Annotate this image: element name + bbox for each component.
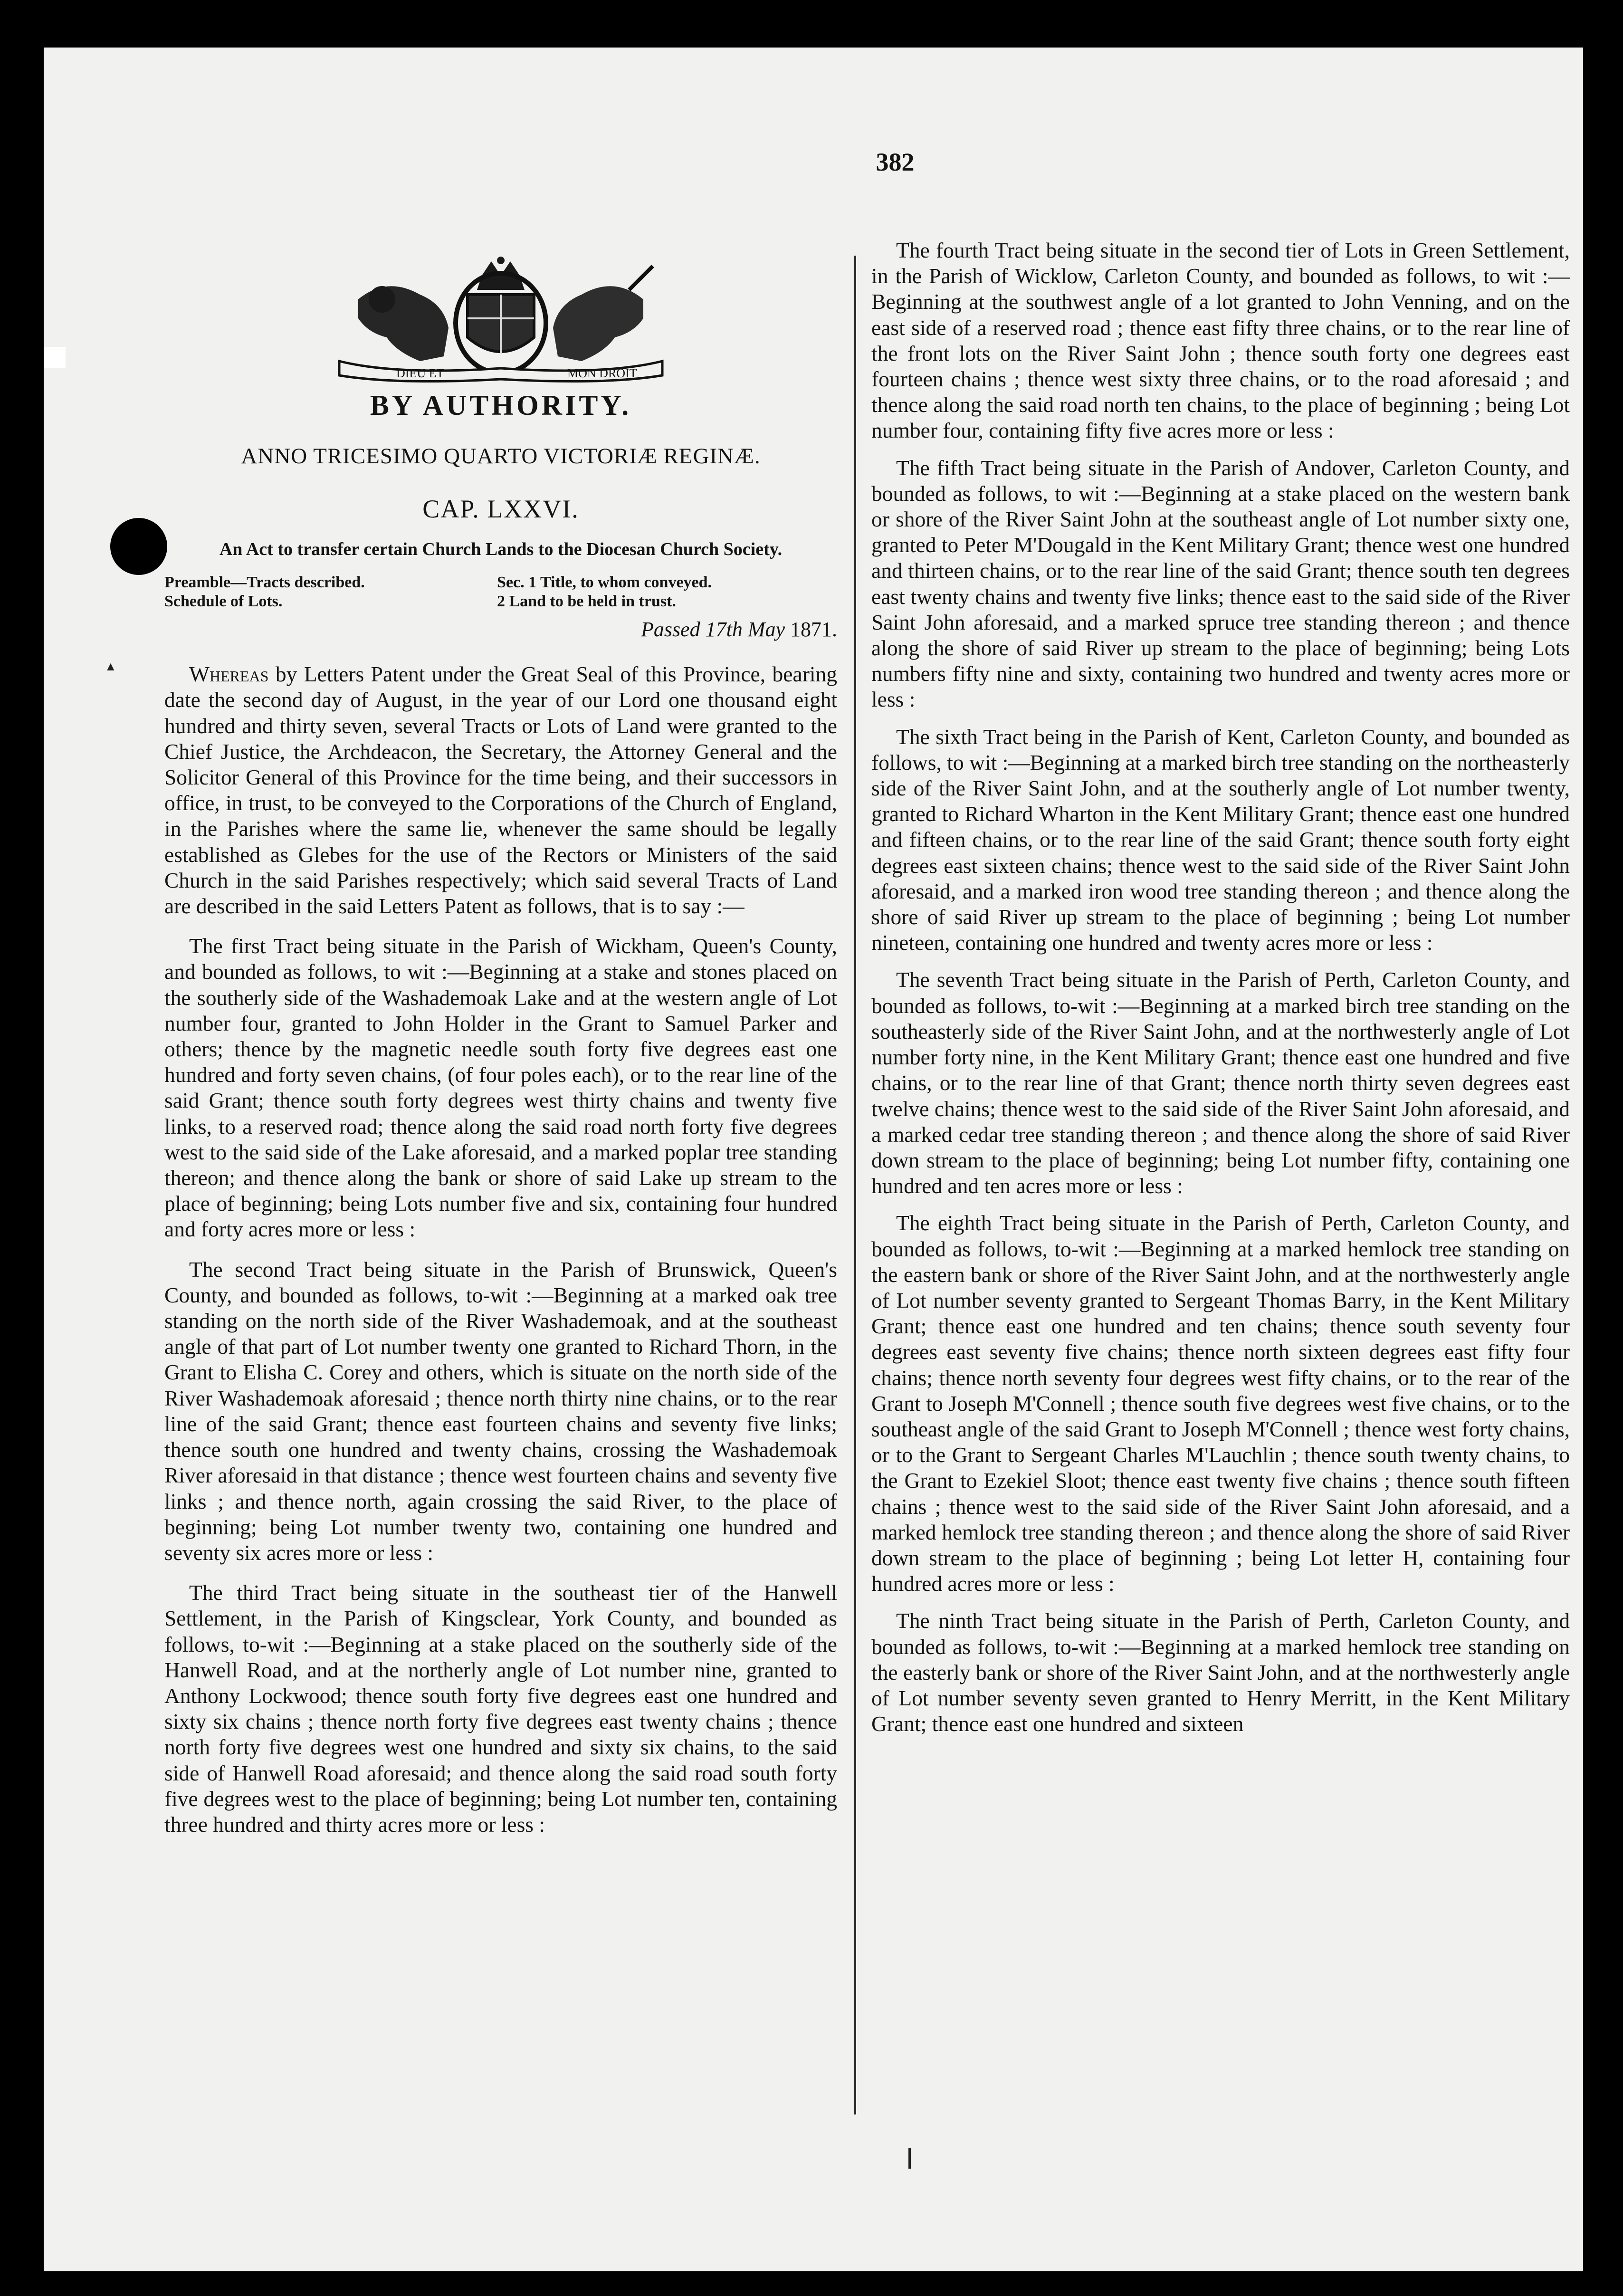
left-column <box>164 257 837 1852</box>
document-page <box>44 48 1583 2271</box>
passed-date-year: 1871. <box>790 618 837 641</box>
passed-date <box>164 617 837 642</box>
tract-1-paragraph: The first Tract being situate in the Parish of Wickham, Queen's County, and bounded as follows, to wit :—Beginning at a stake and stones placed on the southerly side of the Washademoak Lake and at the western angle of Lot number four, granted to John Holder in the Grant to Samuel Parker and others; thence by the magnetic needle south forty five degrees east one hundred and forty seven chains, (of four poles each), or to the rear line of the said Grant; thence south forty degrees west thirty chains and twenty five links, to a reserved road; thence along the said road north forty five degrees west to the said side of the Lake aforesaid, and a marked poplar tree standing thereon; and thence along the bank or shore of said Lake up stream to the place of beginning; being Lots number five and six, containing four hundred and forty acres more or less : <box>164 934 837 1242</box>
tract-3-paragraph: The third Tract being situate in the southeast tier of the Hanwell Settlement, in the Parish of Kingsclear, York County, and bounded as follows, to-wit :—Beginning at a stake placed on the southerly side of the Hanwell Road, and at the northerly angle of Lot number nine, granted to Anthony Lockwood; thence south forty five degrees east one hundred and sixty six chains ; thence north forty five degrees east twenty chains ; thence north forty five degrees west one hundred and sixty six chains, to the said side of Hanwell Road aforesaid; and thence along the said road south forty five degrees west to the place of beginning; being Lot number ten, containing three hundred and thirty acres more or less : <box>164 1580 837 1837</box>
by-authority-heading: BY AUTHORITY. <box>370 390 632 421</box>
act-title: An Act to transfer certain Church Lands to the Diocesan Church Society. <box>219 539 783 559</box>
marginal-note-sec-2: 2 Land to be held in trust. <box>497 593 676 610</box>
marginal-note-schedule: Schedule of Lots. <box>164 593 283 610</box>
preamble-text: by Letters Patent under the Great Seal of this Province, bearing date the second day of August, in the year of our Lord one thousand eight hundred and thirty seven, several Tracts or Lots of Land were granted to the Chief Justice, the Archdeacon, the Secretary, the Attorney General and the Solicitor General of this Province for the time being, and their successors in office, in trust, to be conveyed to the Corporations of the Church of England, in the Parishes where the same lie, whenever the same should be legally established as Glebes for the use of the Rectors or Ministers of the said Church in the said Parishes respectively; which said several Tracts of Land are described in the said Letters Patent as follows, that is to say :— <box>164 662 837 918</box>
margin-mark: ▲ <box>105 660 117 673</box>
preamble-paragraph <box>164 661 837 919</box>
marginal-notes <box>164 573 837 611</box>
column-rule <box>854 256 856 2114</box>
footer-tick-mark <box>908 2148 911 2169</box>
tract-8-paragraph: The eighth Tract being situate in the Parish of Perth, Carleton County, and bounded as follows, to-wit :—Beginning at a marked hemlock tree standing on the eastern bank or shore of the River Saint John, and at the northwesterly angle of Lot number seventy granted to Sergeant Thomas Barry, in the Kent Military Grant; thence east one hundred and ten chains; thence south seventy four degrees east seventy five chains; thence north sixteen degrees east fifty four chains; thence north seventy four degrees west fifty chains, or to the rear of the Grant to Joseph M'Connell ; thence south five degrees west five chains, or to the southeast angle of the said Grant to Joseph M'Connell ; thence west forty chains, or to the Grant to Sergeant Charles M'Lauchlin ; thence south twenty chains, to the Grant to Ezekiel Sloot; thence east twenty five chains ; thence south fifteen chains ; thence west to the said side of the River Saint John aforesaid, and a marked hemlock tree standing thereon ; and thence along the shore of said River down stream to the place of beginning ; being Lot letter H, containing four hundred acres more or less : <box>871 1211 1570 1596</box>
page-number: 382 <box>876 148 915 176</box>
binder-hole <box>110 518 167 575</box>
svg-text:MON DROIT: MON DROIT <box>567 366 637 380</box>
tract-9-paragraph: The ninth Tract being situate in the Parish of Perth, Carleton County, and bounded as follows, to-wit :—Beginning at a marked hemlock tree standing on the easterly bank or shore of the River Saint John, and at the northwesterly angle of Lot number seventy seven granted to Henry Merritt, in the Kent Military Grant; thence east one hundred and sixteen <box>871 1608 1570 1736</box>
svg-text:DIEU ET: DIEU ET <box>396 366 444 380</box>
tract-6-paragraph: The sixth Tract being in the Parish of Kent, Carleton County, and bounded as follows, to wit :—Beginning at a marked birch tree standing on the northeasterly side of the River Saint John, and at the southerly angle of Lot number twenty, granted to Richard Wharton in the Kent Military Grant; thence east one hundred and fifteen chains, or to the rear line of the said Grant; thence south forty eight degrees east sixteen chains; thence west to the said side of the River Saint John aforesaid, and a marked iron wood tree standing thereon ; and thence along the shore of said River up stream to the place of beginning ; being Lot number nineteen, containing one hundred and twenty acres more or less : <box>871 724 1570 955</box>
royal-coat-of-arms-icon <box>301 257 700 385</box>
tract-5-paragraph: The fifth Tract being situate in the Parish of Andover, Carleton County, and bounded as follows, to wit :—Beginning at a stake placed on the western bank or shore of the River Saint John at the southeast angle of Lot number sixty one, granted to Peter M'Dougald in the Kent Military Grant; thence west one hundred and thirteen chains, or to the rear line of the said Grant; thence south ten degrees east twenty chains and twenty five links; thence east to the said side of the River Saint John aforesaid, and a marked spruce tree standing thereon ; and thence along the shore of said River up stream to the place of beginning; being Lots numbers fifty nine and sixty, containing two hundred and twenty acres more or less : <box>871 455 1570 712</box>
tract-4-paragraph: The fourth Tract being situate in the second tier of Lots in Green Settlement, in the Parish of Wicklow, Carleton County, and bounded as follows, to wit :—Beginning at the southwest angle of a lot granted to John Venning, and on the east side of a reserved road ; thence east fifty three chains, or to the rear line of the front lots on the River Saint John ; thence south forty one degrees east fourteen chains ; thence west sixty three chains, or to the road aforesaid ; and thence along the said road north ten chains, to the place of beginning ; being Lot number four, containing fifty five acres more or less : <box>871 238 1570 443</box>
tract-2-paragraph: The second Tract being situate in the Parish of Brunswick, Queen's County, and bounded as follows, to-wit :—Beginning at a marked oak tree standing on the north side of the River Washademoak, and at the southeast angle of that part of Lot number twenty one granted to Richard Thorn, in the Grant to Elisha C. Corey and others, which is situate on the north side of the River Washademoak aforesaid ; thence north thirty nine chains, or to the rear line of the said Grant; thence east fourteen chains and seventy five links; thence south one hundred and twenty chains, crossing the Washademoak River aforesaid in that distance ; thence west fourteen chains and seventy five links ; and thence north, again crossing the said River, to the place of beginning; being Lot number twenty two, containing one hundred and seventy six acres more or less : <box>164 1257 837 1565</box>
scan-edge-mark <box>44 347 66 368</box>
whereas-word: Whereas <box>189 662 269 687</box>
regnal-year-heading: ANNO TRICESIMO QUARTO VICTORIÆ REGINÆ. <box>241 444 761 469</box>
right-column <box>871 238 1570 1748</box>
passed-date-label: Passed 17th May <box>640 618 785 641</box>
marginal-note-preamble: Preamble—Tracts described. <box>164 574 365 591</box>
chapter-heading: CAP. LXXVI. <box>422 495 579 523</box>
tract-7-paragraph: The seventh Tract being situate in the Parish of Perth, Carleton County, and bounded as follows, to-wit :—Beginning at a marked birch tree standing on the southeasterly side of the River Saint John, and at the northwesterly angle of Lot number forty nine, in the Kent Military Grant; thence east one hundred and five chains, or to the rear line of that Grant; thence north thirty seven degrees east twelve chains; thence west to the said side of the River Saint John aforesaid, and a marked cedar tree standing thereon ; and thence along the shore of said River down stream to the place of beginning; being Lot number fifty, containing one hundred and ten acres more or less : <box>871 967 1570 1198</box>
marginal-note-sec-1: Sec. 1 Title, to whom conveyed. <box>497 574 712 591</box>
